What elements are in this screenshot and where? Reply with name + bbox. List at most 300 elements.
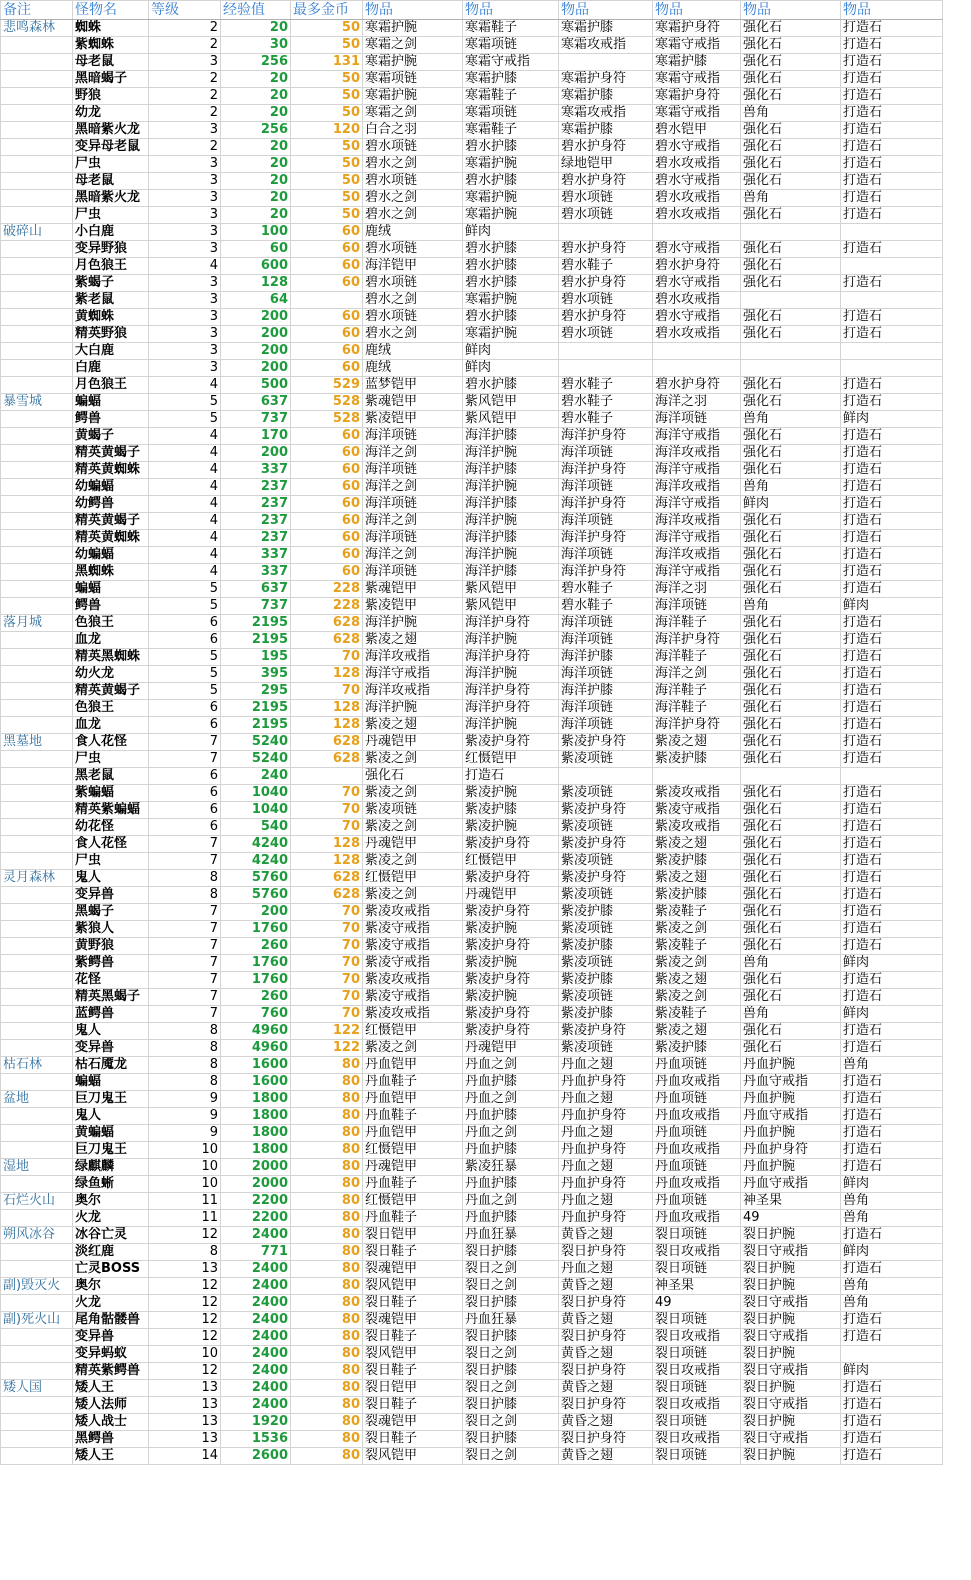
- monster-name-cell[interactable]: 绿鱼蜥: [73, 1176, 149, 1193]
- item-cell[interactable]: 海洋护膝: [463, 564, 559, 581]
- item-cell[interactable]: 碧水护膝: [463, 258, 559, 275]
- item-cell[interactable]: 碧水攻戒指: [653, 292, 741, 309]
- item-cell[interactable]: 寒霜护腕: [463, 207, 559, 224]
- level-cell[interactable]: 8: [149, 1244, 221, 1261]
- gold-cell[interactable]: 228: [291, 581, 363, 598]
- item-cell[interactable]: 海洋护腕: [463, 632, 559, 649]
- item-cell[interactable]: 强化石: [741, 88, 841, 105]
- item-cell[interactable]: 强化石: [363, 768, 463, 785]
- header-item-3[interactable]: 物品: [559, 1, 653, 20]
- item-cell[interactable]: 强化石: [741, 751, 841, 768]
- monster-name-cell[interactable]: 花怪: [73, 972, 149, 989]
- exp-cell[interactable]: 2400: [221, 1227, 291, 1244]
- item-cell[interactable]: 紫凌护身符: [463, 734, 559, 751]
- item-cell[interactable]: 强化石: [741, 700, 841, 717]
- item-cell[interactable]: 裂日护身符: [559, 1244, 653, 1261]
- note-cell[interactable]: [1, 989, 73, 1006]
- monster-name-cell[interactable]: 紫蝎子: [73, 275, 149, 292]
- item-cell[interactable]: 丹血之翅: [559, 1057, 653, 1074]
- item-cell[interactable]: 打造石: [463, 768, 559, 785]
- item-cell[interactable]: 强化石: [741, 513, 841, 530]
- note-cell[interactable]: [1, 1040, 73, 1057]
- monster-name-cell[interactable]: 黑蝎子: [73, 904, 149, 921]
- item-cell[interactable]: 丹血护腕: [741, 1159, 841, 1176]
- exp-cell[interactable]: 5760: [221, 887, 291, 904]
- gold-cell[interactable]: 50: [291, 173, 363, 190]
- monster-name-cell[interactable]: 血龙: [73, 632, 149, 649]
- level-cell[interactable]: 3: [149, 122, 221, 139]
- monster-name-cell[interactable]: 精英黑蜘蛛: [73, 649, 149, 666]
- item-cell[interactable]: 裂日守戒指: [741, 1244, 841, 1261]
- exp-cell[interactable]: 20: [221, 190, 291, 207]
- item-cell[interactable]: 裂日项链: [653, 1227, 741, 1244]
- gold-cell[interactable]: 122: [291, 1023, 363, 1040]
- header-item-1[interactable]: 物品: [363, 1, 463, 20]
- gold-cell[interactable]: 70: [291, 1006, 363, 1023]
- item-cell[interactable]: 碧水鞋子: [559, 394, 653, 411]
- item-cell[interactable]: 紫凌项链: [559, 887, 653, 904]
- level-cell[interactable]: 7: [149, 989, 221, 1006]
- item-cell[interactable]: 鹿绒: [363, 224, 463, 241]
- item-cell[interactable]: 海洋护腕: [463, 445, 559, 462]
- item-cell[interactable]: 打造石: [841, 394, 943, 411]
- item-cell[interactable]: 海洋护身符: [559, 428, 653, 445]
- exp-cell[interactable]: 760: [221, 1006, 291, 1023]
- level-cell[interactable]: 7: [149, 1006, 221, 1023]
- monster-name-cell[interactable]: 白鹿: [73, 360, 149, 377]
- monster-name-cell[interactable]: 精英黄蝎子: [73, 683, 149, 700]
- exp-cell[interactable]: 20: [221, 105, 291, 122]
- item-cell[interactable]: 丹血项链: [653, 1159, 741, 1176]
- item-cell[interactable]: [559, 360, 653, 377]
- note-cell[interactable]: 暴雪城: [1, 394, 73, 411]
- exp-cell[interactable]: 2000: [221, 1176, 291, 1193]
- level-cell[interactable]: 7: [149, 853, 221, 870]
- level-cell[interactable]: 2: [149, 88, 221, 105]
- note-cell[interactable]: [1, 564, 73, 581]
- monster-name-cell[interactable]: 尸虫: [73, 751, 149, 768]
- level-cell[interactable]: 3: [149, 190, 221, 207]
- exp-cell[interactable]: 2600: [221, 1448, 291, 1465]
- item-cell[interactable]: 裂日之剑: [463, 1278, 559, 1295]
- item-cell[interactable]: 裂日守戒指: [741, 1397, 841, 1414]
- level-cell[interactable]: 12: [149, 1312, 221, 1329]
- item-cell[interactable]: 碧水攻戒指: [653, 190, 741, 207]
- item-cell[interactable]: 打造石: [841, 513, 943, 530]
- item-cell[interactable]: 裂日护膝: [463, 1431, 559, 1448]
- note-cell[interactable]: [1, 1142, 73, 1159]
- exp-cell[interactable]: 737: [221, 411, 291, 428]
- gold-cell[interactable]: 80: [291, 1448, 363, 1465]
- gold-cell[interactable]: 60: [291, 428, 363, 445]
- item-cell[interactable]: 打造石: [841, 1125, 943, 1142]
- note-cell[interactable]: [1, 904, 73, 921]
- item-cell[interactable]: 寒霜护膝: [463, 71, 559, 88]
- item-cell[interactable]: [841, 1346, 943, 1363]
- item-cell[interactable]: 海洋项链: [559, 700, 653, 717]
- item-cell[interactable]: 紫凌之剑: [363, 785, 463, 802]
- item-cell[interactable]: 紫凌之剑: [653, 955, 741, 972]
- item-cell[interactable]: 紫凌之剑: [363, 751, 463, 768]
- level-cell[interactable]: 12: [149, 1329, 221, 1346]
- item-cell[interactable]: 丹血鞋子: [363, 1210, 463, 1227]
- item-cell[interactable]: 兽角: [741, 598, 841, 615]
- item-cell[interactable]: 鲜肉: [463, 224, 559, 241]
- item-cell[interactable]: 强化石: [741, 207, 841, 224]
- monster-name-cell[interactable]: 矮人战士: [73, 1414, 149, 1431]
- exp-cell[interactable]: 1760: [221, 972, 291, 989]
- item-cell[interactable]: 海洋守戒指: [653, 530, 741, 547]
- monster-name-cell[interactable]: 紫老鼠: [73, 292, 149, 309]
- item-cell[interactable]: 裂风铠甲: [363, 1448, 463, 1465]
- monster-name-cell[interactable]: 幼龙: [73, 105, 149, 122]
- item-cell[interactable]: 紫凌攻戒指: [653, 785, 741, 802]
- item-cell[interactable]: 裂日护膝: [463, 1244, 559, 1261]
- item-cell[interactable]: [559, 343, 653, 360]
- item-cell[interactable]: 紫凌护身符: [463, 1023, 559, 1040]
- item-cell[interactable]: 丹血护身符: [559, 1176, 653, 1193]
- item-cell[interactable]: 紫凌之剑: [363, 819, 463, 836]
- gold-cell[interactable]: 50: [291, 156, 363, 173]
- level-cell[interactable]: 4: [149, 513, 221, 530]
- item-cell[interactable]: 强化石: [741, 649, 841, 666]
- exp-cell[interactable]: 195: [221, 649, 291, 666]
- item-cell[interactable]: 紫凌护身符: [559, 1023, 653, 1040]
- monster-name-cell[interactable]: 黄蝎子: [73, 428, 149, 445]
- item-cell[interactable]: 海洋护腕: [463, 717, 559, 734]
- item-cell[interactable]: 紫凌护膝: [559, 904, 653, 921]
- level-cell[interactable]: 3: [149, 54, 221, 71]
- item-cell[interactable]: 打造石: [841, 1108, 943, 1125]
- item-cell[interactable]: 紫凌守戒指: [363, 938, 463, 955]
- exp-cell[interactable]: 4960: [221, 1023, 291, 1040]
- item-cell[interactable]: 打造石: [841, 887, 943, 904]
- item-cell[interactable]: 紫凌护膝: [559, 1006, 653, 1023]
- note-cell[interactable]: [1, 1295, 73, 1312]
- exp-cell[interactable]: 64: [221, 292, 291, 309]
- item-cell[interactable]: 海洋攻戒指: [653, 445, 741, 462]
- monster-name-cell[interactable]: 黄蜘蛛: [73, 309, 149, 326]
- item-cell[interactable]: 丹血之剑: [463, 1091, 559, 1108]
- gold-cell[interactable]: 70: [291, 938, 363, 955]
- item-cell[interactable]: 碧水守戒指: [653, 173, 741, 190]
- item-cell[interactable]: 碧水护身符: [559, 139, 653, 156]
- monster-name-cell[interactable]: 幼蝙蝠: [73, 479, 149, 496]
- level-cell[interactable]: 14: [149, 1448, 221, 1465]
- item-cell[interactable]: 寒霜守戒指: [653, 71, 741, 88]
- item-cell[interactable]: 紫凌之翅: [653, 972, 741, 989]
- item-cell[interactable]: 裂日之剑: [463, 1414, 559, 1431]
- item-cell[interactable]: 丹血护腕: [741, 1091, 841, 1108]
- note-cell[interactable]: 破碎山: [1, 224, 73, 241]
- note-cell[interactable]: [1, 836, 73, 853]
- monster-name-cell[interactable]: 黑暗紫火龙: [73, 190, 149, 207]
- item-cell[interactable]: [741, 343, 841, 360]
- note-cell[interactable]: [1, 1448, 73, 1465]
- item-cell[interactable]: 丹血鞋子: [363, 1108, 463, 1125]
- item-cell[interactable]: 打造石: [841, 938, 943, 955]
- item-cell[interactable]: 强化石: [741, 54, 841, 71]
- level-cell[interactable]: 6: [149, 768, 221, 785]
- item-cell[interactable]: 海洋项链: [559, 666, 653, 683]
- item-cell[interactable]: 强化石: [741, 734, 841, 751]
- monster-name-cell[interactable]: 矮人王: [73, 1380, 149, 1397]
- item-cell[interactable]: 紫凌之剑: [653, 921, 741, 938]
- level-cell[interactable]: 5: [149, 666, 221, 683]
- exp-cell[interactable]: 540: [221, 819, 291, 836]
- note-cell[interactable]: [1, 1074, 73, 1091]
- item-cell[interactable]: 丹血护身符: [559, 1210, 653, 1227]
- level-cell[interactable]: 5: [149, 683, 221, 700]
- item-cell[interactable]: 打造石: [841, 462, 943, 479]
- item-cell[interactable]: 紫凌铠甲: [363, 598, 463, 615]
- item-cell[interactable]: 丹血鞋子: [363, 1176, 463, 1193]
- item-cell[interactable]: 打造石: [841, 479, 943, 496]
- item-cell[interactable]: 打造石: [841, 71, 943, 88]
- gold-cell[interactable]: 60: [291, 547, 363, 564]
- item-cell[interactable]: 裂日攻戒指: [653, 1431, 741, 1448]
- item-cell[interactable]: 丹血铠甲: [363, 1091, 463, 1108]
- item-cell[interactable]: 裂日护腕: [741, 1346, 841, 1363]
- item-cell[interactable]: 裂日护腕: [741, 1380, 841, 1397]
- level-cell[interactable]: 3: [149, 309, 221, 326]
- item-cell[interactable]: 丹血攻戒指: [653, 1210, 741, 1227]
- gold-cell[interactable]: 120: [291, 122, 363, 139]
- note-cell[interactable]: 矮人国: [1, 1380, 73, 1397]
- item-cell[interactable]: 丹血项链: [653, 1091, 741, 1108]
- item-cell[interactable]: 强化石: [741, 564, 841, 581]
- item-cell[interactable]: 碧水攻戒指: [653, 207, 741, 224]
- item-cell[interactable]: 海洋鞋子: [653, 683, 741, 700]
- exp-cell[interactable]: 237: [221, 479, 291, 496]
- monster-name-cell[interactable]: 淡红鹿: [73, 1244, 149, 1261]
- monster-name-cell[interactable]: 精英黄蝎子: [73, 445, 149, 462]
- item-cell[interactable]: 丹魂铠甲: [463, 1040, 559, 1057]
- item-cell[interactable]: 裂日项链: [653, 1448, 741, 1465]
- item-cell[interactable]: 鲜肉: [841, 1006, 943, 1023]
- note-cell[interactable]: 朔风冰谷: [1, 1227, 73, 1244]
- item-cell[interactable]: 紫凌之翅: [653, 734, 741, 751]
- level-cell[interactable]: 9: [149, 1125, 221, 1142]
- item-cell[interactable]: 碧水鞋子: [559, 598, 653, 615]
- exp-cell[interactable]: 4240: [221, 853, 291, 870]
- level-cell[interactable]: 12: [149, 1227, 221, 1244]
- item-cell[interactable]: 紫凌攻戒指: [653, 819, 741, 836]
- exp-cell[interactable]: 1920: [221, 1414, 291, 1431]
- level-cell[interactable]: 6: [149, 615, 221, 632]
- item-cell[interactable]: 打造石: [841, 37, 943, 54]
- item-cell[interactable]: 紫凌护腕: [463, 989, 559, 1006]
- header-item-2[interactable]: 物品: [463, 1, 559, 20]
- exp-cell[interactable]: 4240: [221, 836, 291, 853]
- item-cell[interactable]: 打造石: [841, 972, 943, 989]
- item-cell[interactable]: 海洋项链: [363, 428, 463, 445]
- item-cell[interactable]: 强化石: [741, 853, 841, 870]
- gold-cell[interactable]: 50: [291, 190, 363, 207]
- level-cell[interactable]: 3: [149, 292, 221, 309]
- item-cell[interactable]: 紫凌攻戒指: [363, 972, 463, 989]
- item-cell[interactable]: 碧水护膝: [463, 139, 559, 156]
- item-cell[interactable]: 紫凌之剑: [363, 887, 463, 904]
- level-cell[interactable]: 6: [149, 819, 221, 836]
- gold-cell[interactable]: 60: [291, 224, 363, 241]
- exp-cell[interactable]: 295: [221, 683, 291, 700]
- level-cell[interactable]: 7: [149, 972, 221, 989]
- item-cell[interactable]: 紫凌狂暴: [463, 1159, 559, 1176]
- monster-name-cell[interactable]: 变异野狼: [73, 241, 149, 258]
- item-cell[interactable]: 裂风铠甲: [363, 1346, 463, 1363]
- item-cell[interactable]: 海洋护膝: [463, 530, 559, 547]
- note-cell[interactable]: [1, 445, 73, 462]
- item-cell[interactable]: 碧水护身符: [559, 173, 653, 190]
- header-note[interactable]: 备注: [1, 1, 73, 20]
- item-cell[interactable]: 紫风铠甲: [463, 598, 559, 615]
- gold-cell[interactable]: 50: [291, 37, 363, 54]
- item-cell[interactable]: 紫凌攻戒指: [363, 1006, 463, 1023]
- level-cell[interactable]: 10: [149, 1142, 221, 1159]
- exp-cell[interactable]: 337: [221, 547, 291, 564]
- exp-cell[interactable]: 30: [221, 37, 291, 54]
- item-cell[interactable]: 强化石: [741, 989, 841, 1006]
- level-cell[interactable]: 12: [149, 1363, 221, 1380]
- exp-cell[interactable]: 237: [221, 513, 291, 530]
- monster-name-cell[interactable]: 冰谷亡灵: [73, 1227, 149, 1244]
- item-cell[interactable]: 紫凌鞋子: [653, 904, 741, 921]
- monster-name-cell[interactable]: 精英紫蝙蝠: [73, 802, 149, 819]
- note-cell[interactable]: [1, 921, 73, 938]
- monster-name-cell[interactable]: 黑鳄兽: [73, 1431, 149, 1448]
- monster-name-cell[interactable]: 尾角骷髅兽: [73, 1312, 149, 1329]
- note-cell[interactable]: [1, 275, 73, 292]
- item-cell[interactable]: 打造石: [841, 1023, 943, 1040]
- exp-cell[interactable]: 2400: [221, 1261, 291, 1278]
- gold-cell[interactable]: 50: [291, 20, 363, 37]
- item-cell[interactable]: 蓝梦铠甲: [363, 377, 463, 394]
- item-cell[interactable]: [741, 292, 841, 309]
- item-cell[interactable]: 打造石: [841, 1414, 943, 1431]
- item-cell[interactable]: 神圣果: [653, 1278, 741, 1295]
- level-cell[interactable]: 4: [149, 462, 221, 479]
- exp-cell[interactable]: 260: [221, 938, 291, 955]
- note-cell[interactable]: [1, 1210, 73, 1227]
- monster-name-cell[interactable]: 火龙: [73, 1210, 149, 1227]
- exp-cell[interactable]: 128: [221, 275, 291, 292]
- item-cell[interactable]: 紫凌项链: [559, 989, 653, 1006]
- item-cell[interactable]: 打造石: [841, 632, 943, 649]
- item-cell[interactable]: 打造石: [841, 870, 943, 887]
- note-cell[interactable]: [1, 360, 73, 377]
- item-cell[interactable]: 强化石: [741, 173, 841, 190]
- item-cell[interactable]: 丹血攻戒指: [653, 1142, 741, 1159]
- item-cell[interactable]: 碧水护身符: [559, 275, 653, 292]
- exp-cell[interactable]: 20: [221, 156, 291, 173]
- gold-cell[interactable]: 80: [291, 1193, 363, 1210]
- item-cell[interactable]: 丹血护身符: [741, 1142, 841, 1159]
- item-cell[interactable]: 寒霜护膝: [559, 88, 653, 105]
- item-cell[interactable]: 鲜肉: [841, 1363, 943, 1380]
- item-cell[interactable]: 红慑铠甲: [463, 751, 559, 768]
- note-cell[interactable]: [1, 717, 73, 734]
- item-cell[interactable]: 打造石: [841, 1142, 943, 1159]
- exp-cell[interactable]: 2400: [221, 1397, 291, 1414]
- level-cell[interactable]: 8: [149, 1057, 221, 1074]
- item-cell[interactable]: 强化石: [741, 836, 841, 853]
- level-cell[interactable]: 5: [149, 411, 221, 428]
- monster-name-cell[interactable]: 月色狼王: [73, 377, 149, 394]
- item-cell[interactable]: 寒霜之剑: [363, 105, 463, 122]
- item-cell[interactable]: 丹血项链: [653, 1125, 741, 1142]
- item-cell[interactable]: 打造石: [841, 156, 943, 173]
- item-cell[interactable]: 碧水护身符: [559, 241, 653, 258]
- item-cell[interactable]: 海洋铠甲: [363, 258, 463, 275]
- exp-cell[interactable]: 1760: [221, 955, 291, 972]
- item-cell[interactable]: 寒霜护膝: [559, 122, 653, 139]
- item-cell[interactable]: 紫凌之剑: [653, 989, 741, 1006]
- item-cell[interactable]: 强化石: [741, 156, 841, 173]
- header-item-5[interactable]: 物品: [741, 1, 841, 20]
- item-cell[interactable]: 鲜肉: [841, 1244, 943, 1261]
- item-cell[interactable]: 海洋项链: [559, 479, 653, 496]
- level-cell[interactable]: 3: [149, 343, 221, 360]
- item-cell[interactable]: 海洋项链: [559, 632, 653, 649]
- monster-name-cell[interactable]: 枯石魇龙: [73, 1057, 149, 1074]
- item-cell[interactable]: 碧水项链: [559, 190, 653, 207]
- exp-cell[interactable]: 1536: [221, 1431, 291, 1448]
- item-cell[interactable]: 海洋护膝: [463, 428, 559, 445]
- gold-cell[interactable]: 131: [291, 54, 363, 71]
- item-cell[interactable]: 打造石: [841, 241, 943, 258]
- item-cell[interactable]: 打造石: [841, 581, 943, 598]
- item-cell[interactable]: 裂日护腕: [741, 1261, 841, 1278]
- exp-cell[interactable]: 20: [221, 207, 291, 224]
- note-cell[interactable]: [1, 1431, 73, 1448]
- gold-cell[interactable]: 80: [291, 1346, 363, 1363]
- item-cell[interactable]: 丹血之翅: [559, 1159, 653, 1176]
- level-cell[interactable]: 7: [149, 904, 221, 921]
- gold-cell[interactable]: 60: [291, 564, 363, 581]
- item-cell[interactable]: 红慑铠甲: [363, 1142, 463, 1159]
- item-cell[interactable]: 寒霜护腕: [363, 20, 463, 37]
- item-cell[interactable]: 打造石: [841, 309, 943, 326]
- exp-cell[interactable]: 5240: [221, 734, 291, 751]
- level-cell[interactable]: 11: [149, 1210, 221, 1227]
- monster-name-cell[interactable]: 紫蜘蛛: [73, 37, 149, 54]
- item-cell[interactable]: 紫凌鞋子: [653, 938, 741, 955]
- exp-cell[interactable]: 2195: [221, 717, 291, 734]
- item-cell[interactable]: 海洋护腕: [463, 513, 559, 530]
- item-cell[interactable]: 海洋护膝: [463, 496, 559, 513]
- item-cell[interactable]: 寒霜攻戒指: [559, 37, 653, 54]
- note-cell[interactable]: [1, 156, 73, 173]
- level-cell[interactable]: 13: [149, 1431, 221, 1448]
- item-cell[interactable]: 紫魂铠甲: [363, 581, 463, 598]
- item-cell[interactable]: 丹血项链: [653, 1057, 741, 1074]
- monster-name-cell[interactable]: 母老鼠: [73, 173, 149, 190]
- item-cell[interactable]: 海洋之剑: [363, 547, 463, 564]
- item-cell[interactable]: 海洋项链: [559, 445, 653, 462]
- item-cell[interactable]: 打造石: [841, 105, 943, 122]
- item-cell[interactable]: 黄昏之翅: [559, 1380, 653, 1397]
- item-cell[interactable]: 裂日项链: [653, 1414, 741, 1431]
- item-cell[interactable]: 寒霜鞋子: [463, 122, 559, 139]
- monster-name-cell[interactable]: 幼火龙: [73, 666, 149, 683]
- item-cell[interactable]: 丹魂铠甲: [363, 836, 463, 853]
- level-cell[interactable]: 7: [149, 955, 221, 972]
- item-cell[interactable]: 丹血护身符: [559, 1108, 653, 1125]
- item-cell[interactable]: 红慑铠甲: [463, 853, 559, 870]
- exp-cell[interactable]: 2200: [221, 1193, 291, 1210]
- item-cell[interactable]: 打造石: [841, 819, 943, 836]
